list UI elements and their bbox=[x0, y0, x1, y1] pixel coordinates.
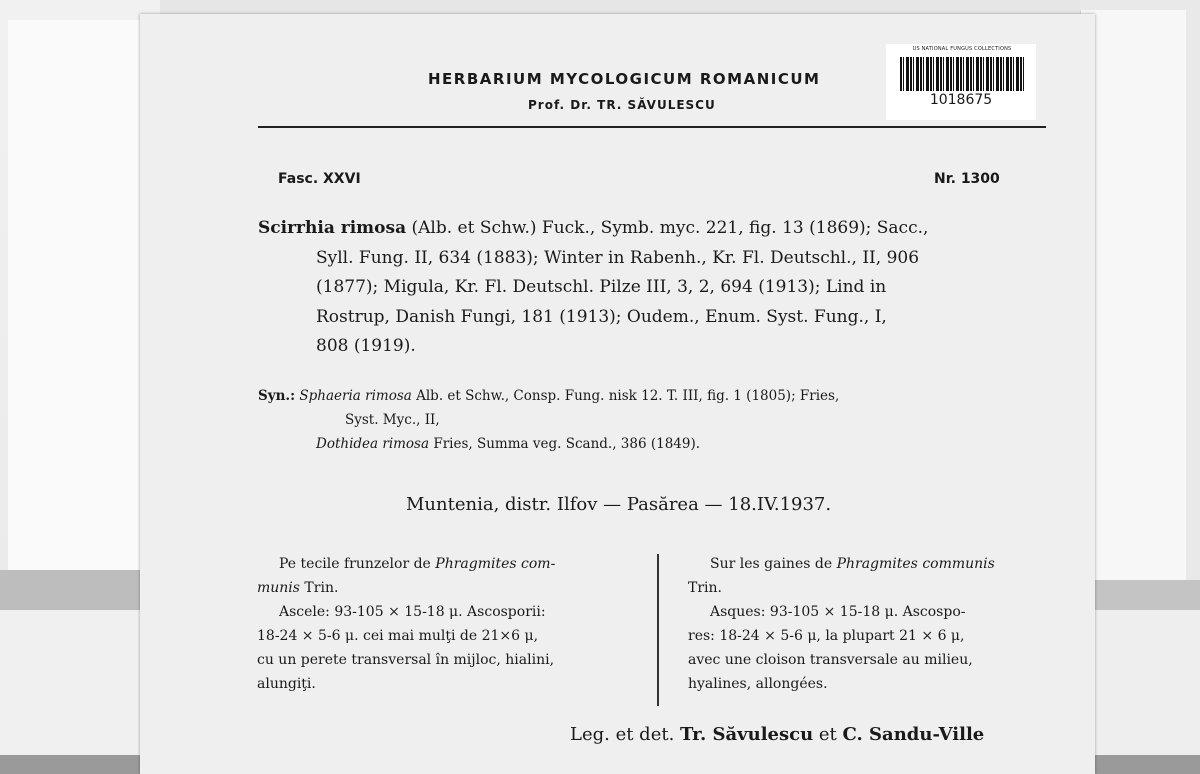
specimen-number: Nr. 1300 bbox=[934, 171, 1000, 187]
synonym-line bbox=[258, 384, 1058, 408]
description-line: 18-24 × 5-6 μ. cei mai mulţi de 21×6 μ, bbox=[257, 628, 539, 644]
description-line bbox=[257, 552, 555, 576]
description-line: avec une cloison transversale au milieu, bbox=[688, 652, 973, 668]
reference-line: 808 (1919). bbox=[316, 336, 416, 356]
synonyms-block bbox=[258, 384, 1058, 456]
taxon-reference bbox=[258, 214, 1050, 362]
background-left-paper bbox=[0, 0, 160, 755]
barcode-number: 1018675 bbox=[929, 92, 993, 108]
reference-text: (Alb. et Schw.) Fuck., Symb. myc. 221, fig. 13 (1869); Sacc., bbox=[411, 218, 929, 238]
synonym-line: Syst. Myc., II, bbox=[345, 412, 440, 428]
reference-line: Rostrup, Danish Fungi, 181 (1913); Oudem., Enum. Syst. Fung., I, bbox=[316, 306, 887, 327]
collectors-conjunction: et bbox=[813, 724, 843, 745]
description-line: hyalines, allongées. bbox=[688, 676, 828, 692]
host-name: Phragmites com- bbox=[435, 556, 556, 572]
host-name: munis bbox=[257, 580, 300, 596]
fascicle-number: Fasc. XXVI bbox=[278, 171, 361, 187]
synonym-line bbox=[258, 432, 1058, 456]
description-text: Pe tecile frunzelor de bbox=[279, 556, 436, 572]
header-rule bbox=[258, 126, 1046, 128]
description-line: cu un perete transversal în mijloc, hialini, bbox=[257, 652, 555, 668]
collector-name: Tr. Săvulescu bbox=[680, 724, 814, 745]
collectors-prefix: Leg. et det. bbox=[570, 724, 681, 745]
synonym-ref: Fries, Summa veg. Scand., 386 (1849). bbox=[433, 436, 701, 452]
left-shadow bbox=[0, 570, 160, 610]
reference-line: Syll. Fung. II, 634 (1883); Winter in Rabenh., Kr. Fl. Deutschl., II, 906 bbox=[316, 247, 920, 268]
herbarium-title: HERBARIUM MYCOLOGICUM ROMANICUM bbox=[428, 70, 821, 88]
description-line: Ascele: 93-105 × 15-18 μ. Ascosporii: bbox=[279, 604, 546, 620]
reference-line: (1877); Migula, Kr. Fl. Deutschl. Pilze III, 3, 2, 694 (1913); Lind in bbox=[316, 277, 887, 297]
right-shadow bbox=[1080, 580, 1200, 610]
reference-line bbox=[258, 214, 1050, 244]
right-sheet bbox=[1080, 10, 1186, 580]
synonym-ref: Alb. et Schw., Consp. Fung. nisk 12. T. III, fig. 1 (1805); Fries, bbox=[416, 388, 840, 404]
description-line bbox=[257, 576, 555, 600]
right-lower bbox=[1080, 610, 1200, 755]
description-line: alungiţi. bbox=[257, 676, 316, 692]
barcode-caption: US NATIONAL FUNGUS COLLECTIONS bbox=[912, 46, 1012, 52]
romanian-description bbox=[257, 552, 555, 696]
description-line: Asques: 93-105 × 15-18 μ. Ascospo- bbox=[710, 604, 966, 620]
description-line: Trin. bbox=[688, 580, 722, 596]
herbarium-subtitle: Prof. Dr. TR. SĂVULESCU bbox=[528, 98, 716, 112]
column-divider bbox=[657, 554, 659, 706]
locality-line: Muntenia, distr. Ilfov — Pasărea — 18.IV.1937. bbox=[406, 494, 832, 515]
synonyms-label: Syn.: bbox=[258, 388, 296, 404]
description-text: Trin. bbox=[299, 580, 339, 596]
description-line: res: 18-24 × 5-6 μ, la plupart 21 × 6 μ, bbox=[688, 628, 965, 644]
synonym-name: Dothidea rimosa bbox=[316, 436, 430, 452]
collectors-line bbox=[570, 724, 984, 745]
herbarium-label bbox=[140, 14, 1095, 774]
barcode-sticker bbox=[886, 44, 1036, 120]
left-lower bbox=[0, 610, 160, 755]
barcode-icon bbox=[900, 57, 1024, 91]
description-text: Sur les gaines de bbox=[710, 556, 837, 572]
collector-name: C. Sandu-Ville bbox=[842, 724, 985, 745]
french-description bbox=[688, 552, 995, 696]
host-name: Phragmites communis bbox=[836, 556, 995, 572]
description-line bbox=[688, 552, 995, 576]
background-right-paper bbox=[1080, 0, 1200, 755]
synonym-name: Sphaeria rimosa bbox=[299, 388, 412, 404]
taxon-name: Scirrhia rimosa bbox=[258, 218, 407, 238]
